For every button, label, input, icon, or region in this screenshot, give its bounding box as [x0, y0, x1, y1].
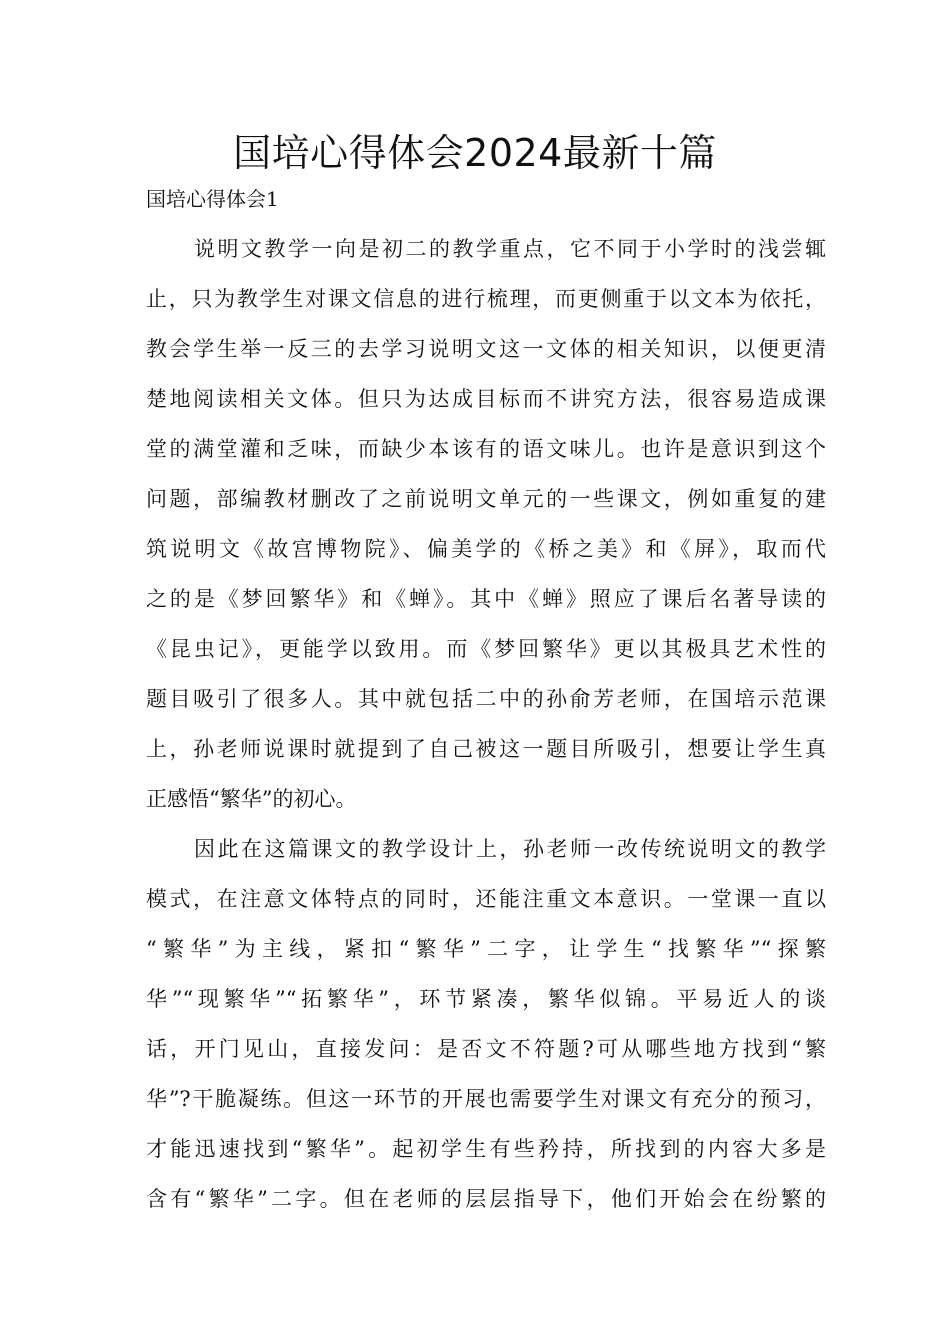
paragraph-line: 楚地阅读相关文体。但只为达成目标而不讲究方法，很容易造成课 — [146, 387, 826, 411]
paragraph-line: 因此在这篇课文的教学设计上，孙老师一改传统说明文的教学 — [194, 837, 826, 861]
paragraph-line: 模式，在注意文体特点的同时，还能注重文本意识。一堂课一直以 — [146, 887, 826, 911]
section-heading: 国培心得体会1 — [146, 187, 279, 211]
paragraph-line: 含有“繁华”二字。但在老师的层层指导下，他们开始会在纷繁的 — [146, 1187, 826, 1211]
paragraph-line: 才能迅速找到“繁华”。起初学生有些矜持，所找到的内容大多是 — [146, 1137, 826, 1161]
paragraph-line: 话，开门见山，直接发问：是否文不符题?可从哪些地方找到“繁 — [146, 1037, 826, 1061]
paragraph-line: 正感悟“繁华”的初心。 — [146, 787, 357, 811]
paragraph-line: 堂的满堂灌和乏味，而缺少本该有的语文味儿。也许是意识到这个 — [146, 437, 826, 461]
paragraph-line: 华”“现繁华”“拓繁华”，环节紧凑，繁华似锦。平易近人的谈 — [146, 987, 826, 1011]
paragraph-line: 华”?干脆凝练。但这一环节的开展也需要学生对课文有充分的预习， — [146, 1087, 826, 1111]
paragraph-line: 教会学生举一反三的去学习说明文这一文体的相关知识，以便更清 — [146, 337, 826, 361]
paragraph-line: 说明文教学一向是初二的教学重点，它不同于小学时的浅尝辄 — [194, 237, 826, 261]
paragraph-line: 止，只为教学生对课文信息的进行梳理，而更侧重于以文本为依托， — [146, 287, 826, 311]
paragraph-line: 上，孙老师说课时就提到了自己被这一题目所吸引，想要让学生真 — [146, 737, 826, 761]
paragraph-line: 之的是《梦回繁华》和《蝉》。其中《蝉》照应了课后名著导读的 — [146, 587, 826, 611]
paragraph-line: 题目吸引了很多人。其中就包括二中的孙俞芳老师，在国培示范课 — [146, 687, 826, 711]
document-title: 国培心得体会2024最新十篇 — [233, 131, 717, 175]
paragraph-line: 《昆虫记》，更能学以致用。而《梦回繁华》更以其极具艺术性的 — [146, 637, 826, 661]
paragraph-line: “繁华”为主线，紧扣“繁华”二字，让学生“找繁华”“探繁 — [146, 937, 826, 961]
paragraph-line: 筑说明文《故宫博物院》、偏美学的《桥之美》和《屏》，取而代 — [146, 537, 826, 561]
paragraph-line: 问题，部编教材删改了之前说明文单元的一些课文，例如重复的建 — [146, 487, 826, 511]
